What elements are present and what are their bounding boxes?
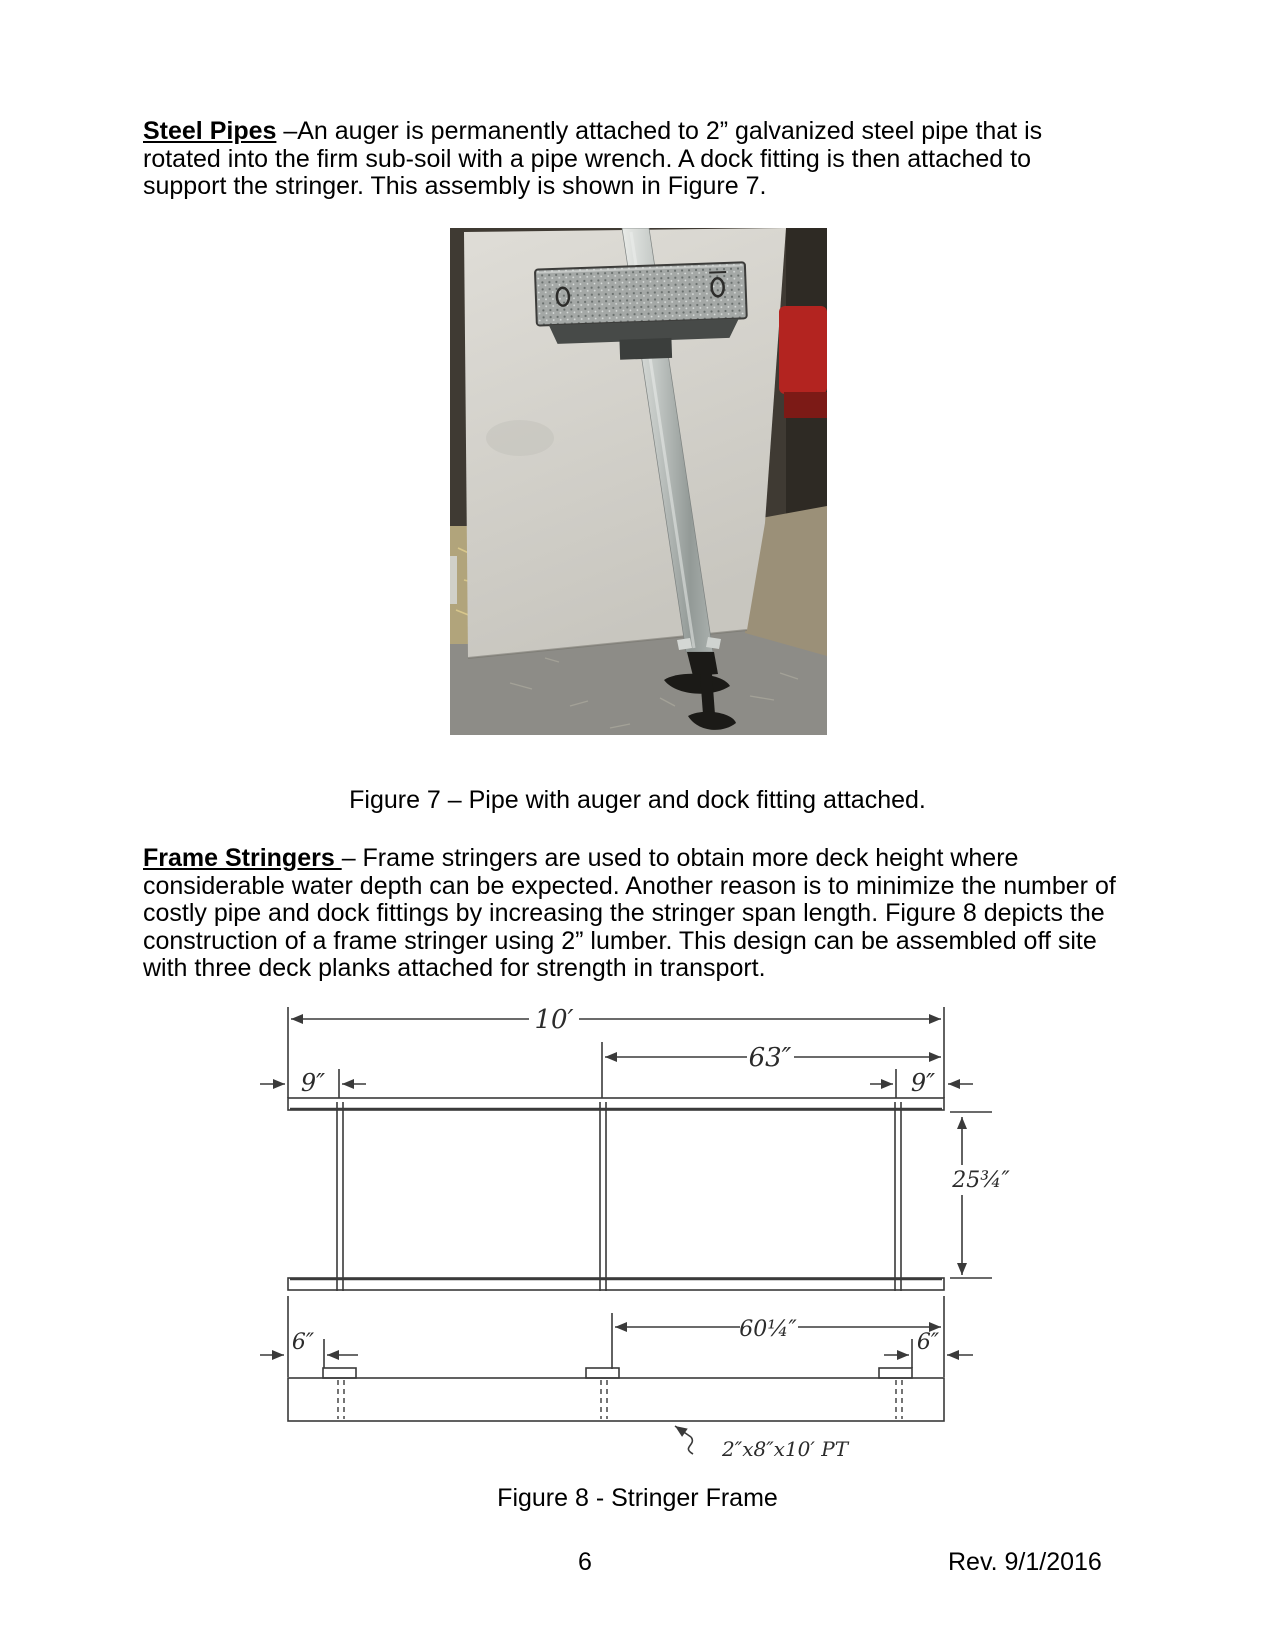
figure8-drawing xyxy=(244,985,1019,1465)
red-object xyxy=(779,306,827,394)
paragraph-line xyxy=(143,118,1042,146)
dim-overall-length: 10′ xyxy=(534,1005,574,1035)
pipe-tab-left xyxy=(677,638,692,650)
plank-size-label: 2″x8″x10′ PT xyxy=(722,1437,849,1461)
paragraph-line: costly pipe and dock fittings by increasing the stringer span length. Figure 8 depicts the xyxy=(143,899,1105,927)
dim-bottom-left-offset: 6″ xyxy=(291,1330,315,1355)
figure7-caption: Figure 7 – Pipe with auger and dock fitting attached. xyxy=(349,786,926,814)
revision-date: Rev. 9/1/2016 xyxy=(948,1548,1102,1576)
dim-bottom-right-span: 60¼″ xyxy=(739,1317,797,1342)
paragraph-line: construction of a frame stringer using 2” lumber. This design can be assembled off site xyxy=(143,926,1097,955)
figure7-photo xyxy=(450,228,827,735)
paragraph-line: support the stringer. This assembly is shown in Figure 7. xyxy=(143,172,767,200)
white-post-fragment xyxy=(450,556,457,604)
dim-frame-height: 25¾″ xyxy=(952,1168,1010,1193)
frame-stringers-line1: – Frame stringers are used to obtain more deck height where xyxy=(341,844,1019,872)
paragraph-line: rotated into the firm sub-soil with a pipe wrench. A dock fitting is then attached to xyxy=(143,144,1031,173)
page-number: 6 xyxy=(578,1548,592,1576)
dim-bottom-right-offset: 6″ xyxy=(916,1330,940,1355)
paragraph-line xyxy=(143,845,1116,873)
steel-pipes-line1: –An auger is permanently attached to 2” galvanized steel pipe that is xyxy=(276,117,1043,145)
drawing-lines xyxy=(260,1007,992,1454)
hidden-post-lines xyxy=(338,1380,902,1419)
plank-leader-squiggle xyxy=(688,1437,693,1454)
plank-leader-arrow xyxy=(675,1426,691,1437)
paragraph-frame-stringers xyxy=(143,845,1116,983)
paragraph-line: with three deck planks attached for strength in transport. xyxy=(143,954,766,982)
figure8-caption: Figure 8 - Stringer Frame xyxy=(497,1484,778,1512)
dim-right-post-offset: 9″ xyxy=(910,1069,936,1097)
block-stain xyxy=(486,420,554,456)
frame-stringers-heading: Frame Stringers xyxy=(143,844,342,872)
paragraph-line: considerable water depth can be expected. Another reason is to minimize the number of xyxy=(143,871,1116,900)
red-object-shadow xyxy=(784,392,827,418)
pipe-tab-right xyxy=(706,637,721,649)
dim-top-right-span: 63″ xyxy=(748,1043,792,1073)
steel-pipes-heading: Steel Pipes xyxy=(143,117,277,145)
dim-left-post-offset: 9″ xyxy=(300,1069,326,1097)
paragraph-steel-pipes xyxy=(143,118,1042,201)
